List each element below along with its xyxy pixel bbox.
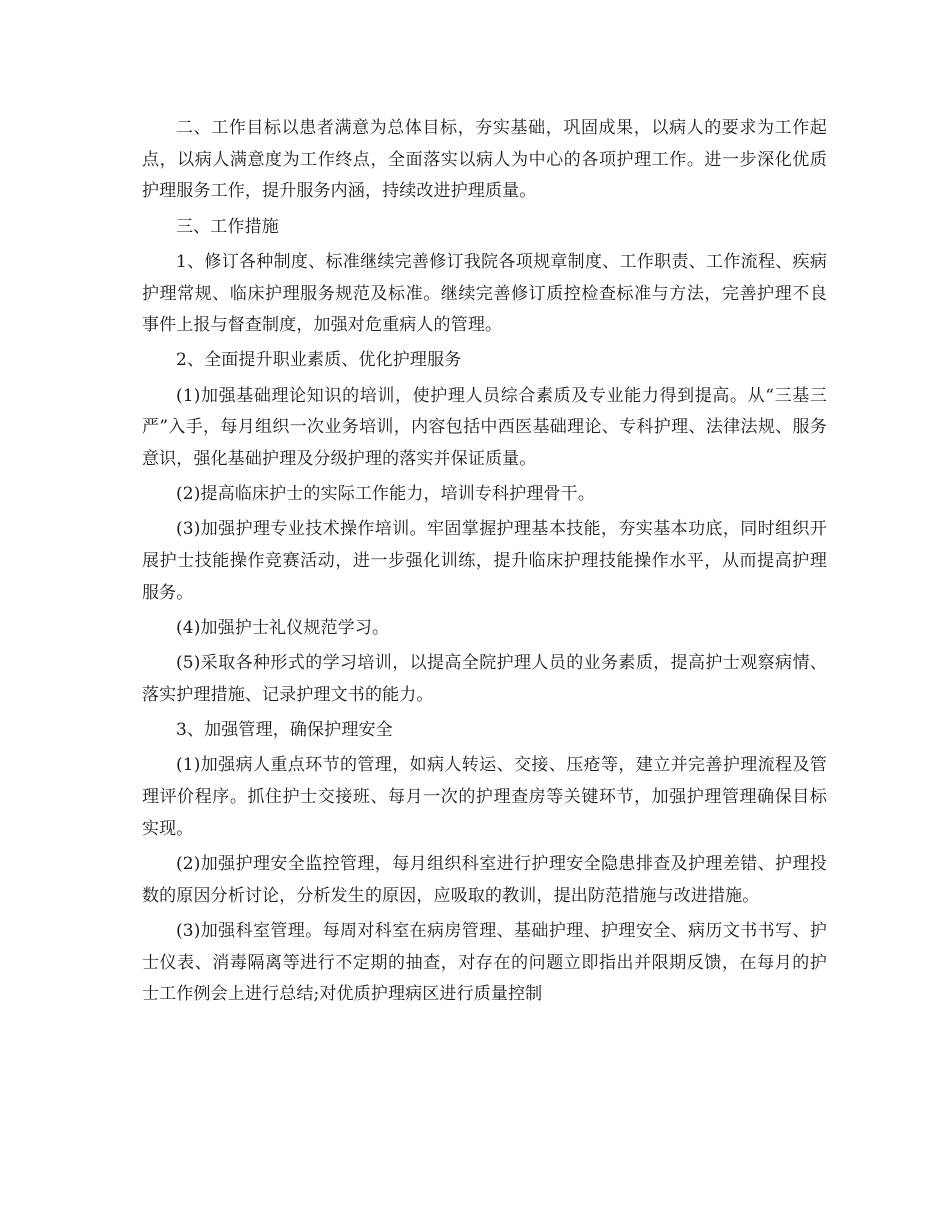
paragraph-item-basic-training: (1)加强基础理论知识的培训，使护理人员综合素质及专业能力得到提高。从“三基三严”入手，每月组织一次业务培训，内容包括中西医基础理论、专科护理、法律法规、服务意识，强化基础护理及分级护理的落实并保证质量。 <box>142 385 827 470</box>
paragraph-item-clinical-ability: (2)提高临床护士的实际工作能力，培训专科护理骨干。 <box>176 484 595 505</box>
paragraph-revise-systems: 1、修订各种制度、标准继续完善修订我院各项规章制度、工作职责、工作流程、疾病护理常规、临床护理服务规范及标准。继续完善修订质控检查标准与方法，完善护理不良事件上报与督查制度，加强对危重病人的管理。 <box>142 251 827 336</box>
paragraph-item-skill-training: (3)加强护理专业技术操作培训。牢固掌握护理基本技能，夯实基本功底，同时组织开展护士技能操作竞赛活动，进一步强化训练，提升临床护理技能操作水平，从而提高护理服务。 <box>142 519 827 603</box>
paragraph-item-etiquette: (4)加强护士礼仪规范学习。 <box>176 618 390 639</box>
document-body <box>142 113 827 1014</box>
paragraph-item-key-links: (1)加强病人重点环节的管理，如病人转运、交接、压疮等，建立并完善护理流程及管理评价程序。抓住护士交接班、每月一次的护理查房等关键环节，加强护理管理确保目标实现。 <box>142 755 827 839</box>
paragraph-item-department-management: (3)加强科室管理。每周对科室在病房管理、基础护理、护理安全、病历文书书写、护士仪表、消毒隔离等进行不定期的抽查，对存在的问题立即指出并限期反馈，在每月的护士工作例会上进行总结;对优质护理病区进行质量控制 <box>142 920 827 1005</box>
paragraph-item-learning-forms: (5)采取各种形式的学习培训，以提高全院护理人员的业务素质，提高护士观察病情、落实护理措施、记录护理文书的能力。 <box>142 653 827 705</box>
subheading-professional-quality: 2、全面提升职业素质、优化护理服务 <box>176 350 462 371</box>
paragraph-item-safety-monitoring: (2)加强护理安全监控管理，每月组织科室进行护理安全隐患排查及护理差错、护理投数的原因分析讨论，分析发生的原因，应吸取的教训，提出防范措施与改进措施。 <box>142 853 827 906</box>
paragraph-work-goal: 二、工作目标以患者满意为总体目标，夯实基础，巩固成果，以病人的要求为工作起点，以病人满意度为工作终点，全面落实以病人为中心的各项护理工作。进一步深化优质护理服务工作，提升服务内涵，持续改进护理质量。 <box>142 118 827 202</box>
section-heading-measures: 三、工作措施 <box>176 216 279 237</box>
subheading-safety-management: 3、加强管理，确保护理安全 <box>176 720 393 741</box>
